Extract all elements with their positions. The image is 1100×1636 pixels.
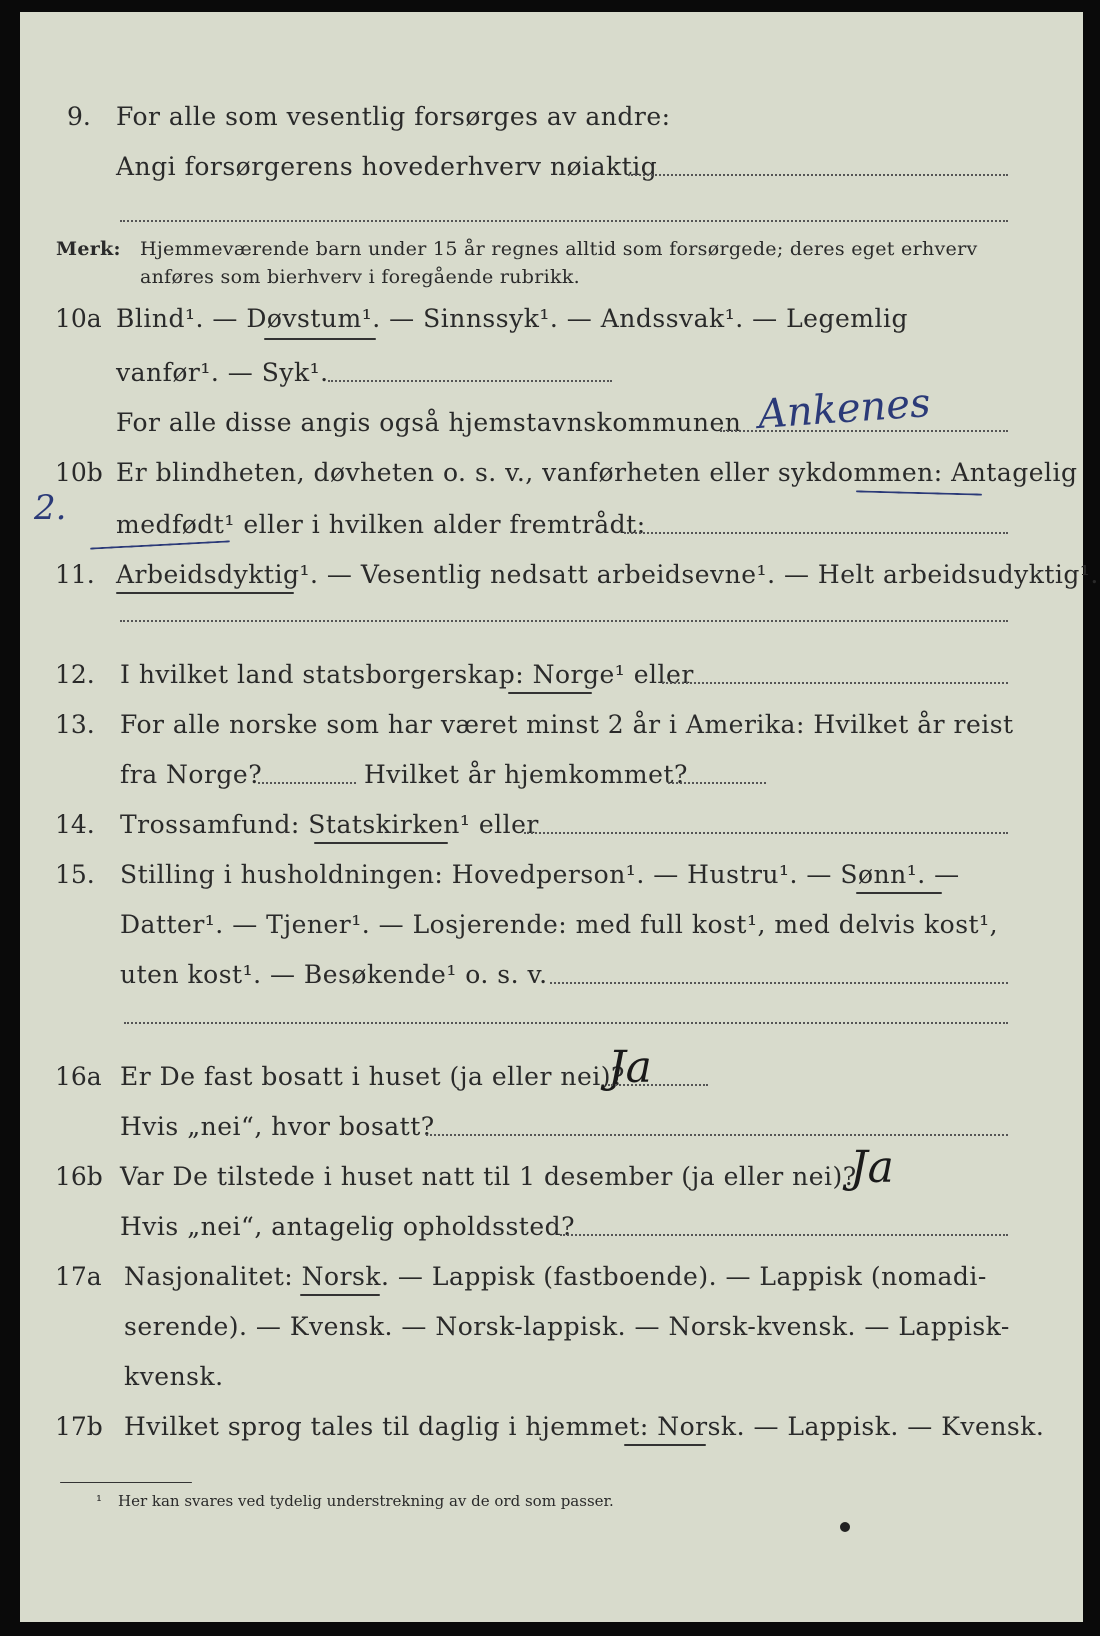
q11-underline-arbeidsdyktig (116, 592, 294, 594)
q15-line1: Stilling i husholdningen: Hovedperson¹. — Hustru¹. — Sønn¹. — (120, 860, 960, 889)
q13-line1: For alle norske som har været minst 2 år i Amerika: Hvilket år reist (120, 710, 1014, 739)
q14-underline-statskirken (314, 842, 448, 844)
census-form-page (20, 12, 1099, 1622)
q14-number: 14. (55, 810, 95, 839)
q10b-number: 10b (55, 458, 103, 487)
footnote-text: Her kan svares ved tydelig understrekning av de ord som passer. (118, 1492, 614, 1510)
q16a-answer-line (608, 1084, 708, 1086)
q11-answer-line (120, 620, 1008, 622)
q10b-line1: Er blindheten, døvheten o. s. v., vanførheten eller sykdommen: Antagelig (116, 458, 1078, 487)
q10b-underline-antagelig (856, 490, 982, 495)
q13-hjemkommet-line (668, 782, 766, 784)
q16b-line1: Var De tilstede i huset natt til 1 desember (ja eller nei)? (120, 1162, 857, 1191)
q14-answer-line (524, 832, 1008, 834)
q10a-number: 10a (55, 304, 102, 333)
q15-underline-sonn (856, 892, 942, 894)
q16a-line1: Er De fast bosatt i huset (ja eller nei)? (120, 1062, 625, 1091)
q16b-number: 16b (55, 1162, 103, 1191)
q10a-line2: vanfør¹. — Syk¹. (116, 358, 329, 387)
q15-line2: Datter¹. — Tjener¹. — Losjerende: med full kost¹, med delvis kost¹, (120, 910, 999, 939)
q16a-handwritten-answer: Ja (608, 1042, 652, 1093)
q17a-line3: kvensk. (124, 1362, 224, 1391)
q9-answer-line (628, 174, 1008, 176)
merk-line1: Hjemmeværende barn under 15 år regnes alltid som forsørgede; deres eget erhverv (140, 238, 978, 260)
q12-underline-norge (508, 692, 592, 694)
q15-line3: uten kost¹. — Besøkende¹ o. s. v. (120, 960, 548, 989)
q17a-underline-norsk (300, 1294, 380, 1296)
merk-line2: anføres som bierhverv i foregående rubrikk. (140, 266, 580, 288)
q16b-line2: Hvis „nei“, antagelig opholdssted? (120, 1212, 576, 1241)
q13-line2a: fra Norge? (120, 760, 263, 789)
q17b-line1: Hvilket sprog tales til daglig i hjemmet: Norsk. — Lappisk. — Kvensk. (124, 1412, 1045, 1441)
q12-answer-line (662, 682, 1008, 684)
q16a-number: 16a (55, 1062, 102, 1091)
q9-line1: For alle som vesentlig forsørges av andre: (116, 102, 671, 131)
q16b-handwritten-answer: Ja (850, 1142, 894, 1193)
q10b-margin-mark: 2. (34, 488, 67, 528)
q15-answer-line (550, 982, 1008, 984)
q10a-line3: For alle disse angis også hjemstavnskommunen (116, 408, 742, 437)
q12-line1: I hvilket land statsborgerskap: Norge¹ eller (120, 660, 694, 689)
q10b-answer-line (624, 532, 1008, 534)
q17a-line2: serende). — Kvensk. — Norsk-lappisk. — Norsk-kvensk. — Lappisk- (124, 1312, 1010, 1341)
q17a-number: 17a (55, 1262, 102, 1291)
q17a-line1: Nasjonalitet: Norsk. — Lappisk (fastboende). — Lappisk (nomadi- (124, 1262, 987, 1291)
q11-line1: Arbeidsdyktig¹. — Vesentlig nedsatt arbeidsevne¹. — Helt arbeidsudyktig¹. (116, 560, 1099, 589)
q13-reist-line (258, 782, 356, 784)
q11-number: 11. (55, 560, 95, 589)
q10a-line1: Blind¹. — Døvstum¹. — Sinnssyk¹. — Andssvak¹. — Legemlig (116, 304, 908, 333)
footnote-mark: ¹ (96, 1492, 103, 1510)
q14-line1: Trossamfund: Statskirken¹ eller (120, 810, 539, 839)
q13-line2b: Hvilket år hjemkommet? (364, 760, 688, 789)
q12-number: 12. (55, 660, 95, 689)
q10a-underline-dovstum (264, 338, 376, 340)
q17b-number: 17b (55, 1412, 103, 1441)
q10a-answer-line (328, 380, 612, 382)
q15-answer-line-2 (124, 1022, 1008, 1024)
q16a-line2: Hvis „nei“, hvor bosatt? (120, 1112, 435, 1141)
q16b-opholdssted-line (560, 1234, 1008, 1236)
q15-number: 15. (55, 860, 95, 889)
footnote-rule (60, 1482, 192, 1483)
q10b-line2: medfødt¹ eller i hvilken alder fremtrådt: (116, 510, 646, 539)
q13-number: 13. (55, 710, 95, 739)
q10b-underline-medfodt (90, 540, 230, 549)
q16a-bosatt-line (426, 1134, 1008, 1136)
q17b-underline-norsk (624, 1444, 706, 1446)
q9-answer-line-2 (120, 220, 1008, 222)
ink-dot (840, 1522, 850, 1532)
q10a-handwritten-answer: Ankenes (756, 380, 932, 438)
merk-label: Merk: (56, 238, 121, 260)
q9-line2: Angi forsørgerens hovederhverv nøiaktig (116, 152, 658, 181)
q9-number: 9. (67, 102, 91, 131)
